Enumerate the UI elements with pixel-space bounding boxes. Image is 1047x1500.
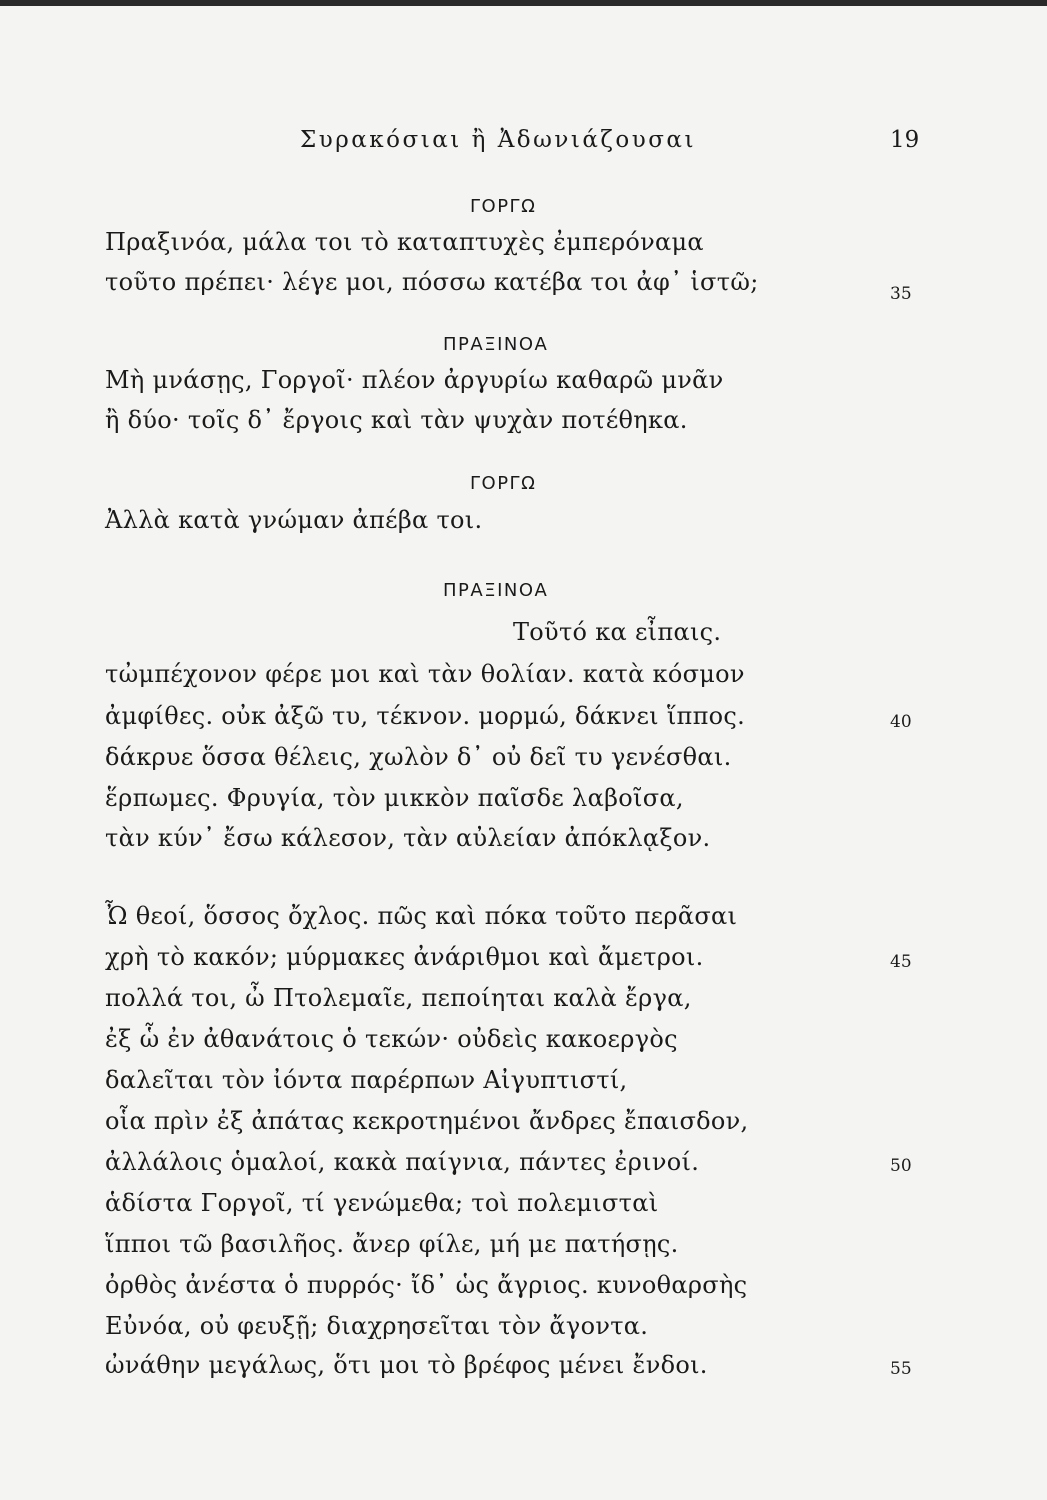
verse-line: πολλά τοι, ὦ Πτολεμαῖε, πεποίηται καλὰ ἔργα, <box>105 984 692 1012</box>
verse-line: δάκρυε ὅσσα θέλεις, χωλὸν δ᾽ οὐ δεῖ τυ γενέσθαι. <box>105 743 732 771</box>
verse-line: δαλεῖται τὸν ἰόντα παρέρπων Αἰγυπτιστί, <box>105 1066 628 1094</box>
verse-line: ἕρπωμες. Φρυγία, τὸν μικκὸν παῖσδε λαβοῖσα, <box>105 784 684 812</box>
page-header <box>0 127 1047 161</box>
verse-line: Μὴ μνάσῃς, Γοργοῖ· πλέον ἀργυρίω καθαρῶ μνᾶν <box>105 366 724 394</box>
verse-line: ἵπποι τῶ βασιλῆος. ἄνερ φίλε, μή με πατήσῃς. <box>105 1230 679 1258</box>
verse-line: Τοῦτό κα εἶπαις. <box>513 618 722 646</box>
line-number: 40 <box>890 712 912 732</box>
verse-line: τοῦτο πρέπει· λέγε μοι, πόσσω κατέβα τοι ἀφ᾽ ἱστῶ; <box>105 268 759 296</box>
verse-line: ὀρθὸς ἀνέστα ὁ πυρρός· ἴδ᾽ ὡς ἄγριος. κυνοθαρσὴς <box>105 1271 748 1299</box>
verse-line: τὠμπέχονον φέρε μοι καὶ τὰν θολίαν. κατὰ κόσμον <box>105 660 745 688</box>
verse-line: ἁδίστα Γοργοῖ, τί γενώμεθα; τοὶ πολεμισταὶ <box>105 1189 659 1217</box>
verse-line: Ἀλλὰ κατὰ γνώμαν ἀπέβα τοι. <box>105 506 483 534</box>
verse-line: Πραξινόα, μάλα τοι τὸ καταπτυχὲς ἐμπερόναμα <box>105 228 704 256</box>
verse-line: ὠνάθην μεγάλως, ὅτι μοι τὸ βρέφος μένει ἔνδοι. <box>105 1351 708 1379</box>
speaker-heading: ΠΡΑΞΙΝΟΑ <box>443 334 549 355</box>
line-number: 50 <box>890 1156 912 1176</box>
speaker-heading: ΓΟΡΓΩ <box>470 196 537 217</box>
speaker-heading: ΓΟΡΓΩ <box>470 473 537 494</box>
verse-line: ἐξ ὧ ἐν ἀθανάτοις ὁ τεκών· οὐδεὶς κακοεργὸς <box>105 1025 678 1053</box>
verse-line: Εὐνόα, οὐ φευξῇ; διαχρησεῖται τὸν ἄγοντα. <box>105 1312 649 1340</box>
page-number: 19 <box>890 127 920 153</box>
verse-line: οἷα πρὶν ἐξ ἀπάτας κεκροτημένοι ἄνδρες ἔπαισδον, <box>105 1107 749 1135</box>
speaker-heading: ΠΡΑΞΙΝΟΑ <box>443 580 549 601</box>
verse-line: ἀλλάλοις ὁμαλοί, κακὰ παίγνια, πάντες ἐρινοί. <box>105 1148 700 1176</box>
verse-line: χρὴ τὸ κακόν; μύρμακες ἀνάριθμοι καὶ ἄμετροι. <box>105 943 704 971</box>
running-title: Συρακόσιαι ἢ Ἀδωνιάζουσαι <box>300 127 696 153</box>
line-number: 45 <box>890 952 912 972</box>
verse-line: ἢ δύο· τοῖς δ᾽ ἔργοις καὶ τὰν ψυχὰν ποτέθηκα. <box>105 406 688 434</box>
verse-line: τὰν κύν᾽ ἔσω κάλεσον, τὰν αὐλείαν ἀπόκλᾳξον. <box>105 824 711 852</box>
verse-line: Ὦ θεοί, ὅσσος ὄχλος. πῶς καὶ πόκα τοῦτο περᾶσαι <box>105 902 738 930</box>
verse-line: ἀμφίθες. οὐκ ἀξῶ τυ, τέκνον. μορμώ, δάκνει ἵππος. <box>105 702 746 730</box>
line-number: 55 <box>890 1359 912 1379</box>
line-number: 35 <box>890 284 912 304</box>
page-top-edge <box>0 0 1047 6</box>
